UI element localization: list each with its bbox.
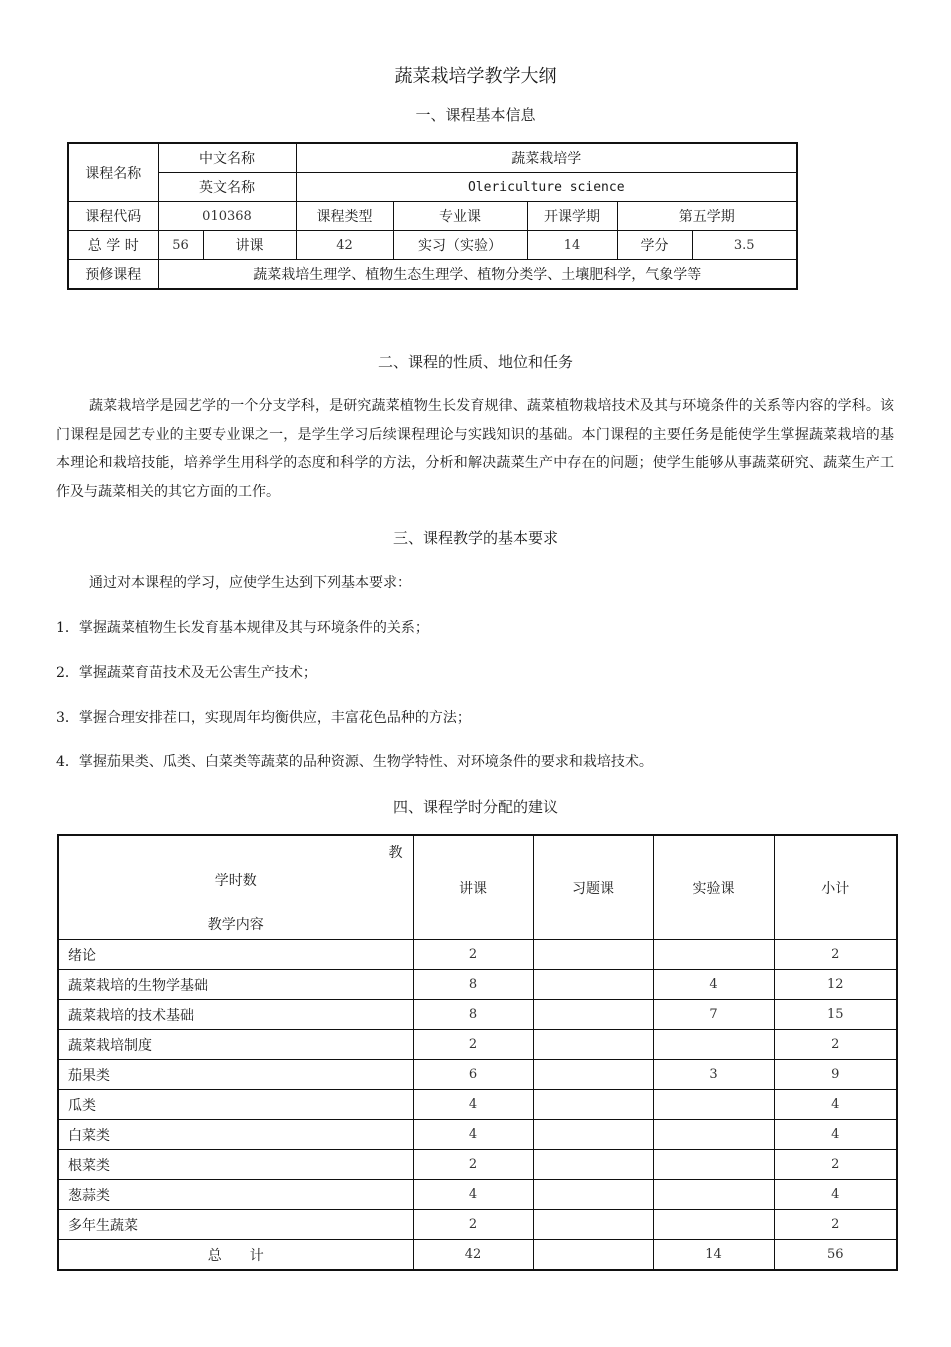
course-code-value: 010368	[158, 202, 296, 231]
header-exercise: 习题课	[533, 835, 653, 940]
cell-lecture: 2	[413, 1030, 533, 1060]
cell-lab	[653, 1090, 774, 1120]
cell-content: 蔬菜栽培的生物学基础	[58, 970, 413, 1000]
cell-lab: 3	[653, 1060, 774, 1090]
cell-lab: 7	[653, 1000, 774, 1030]
cell-content: 瓜类	[58, 1090, 413, 1120]
table-row	[58, 1030, 897, 1060]
lecture-hours-value: 42	[296, 231, 393, 260]
cell-subtotal: 15	[774, 1000, 897, 1030]
cell-content: 绪论	[58, 940, 413, 970]
table-row	[58, 1150, 897, 1180]
course-code-label: 课程代码	[68, 202, 158, 231]
table-row	[68, 202, 797, 231]
cell-lecture: 4	[413, 1090, 533, 1120]
table-row	[68, 231, 797, 260]
cell-exercise	[533, 940, 653, 970]
cell-exercise	[533, 1060, 653, 1090]
cell-subtotal: 4	[774, 1180, 897, 1210]
table-row	[58, 1210, 897, 1240]
cn-name-label: 中文名称	[158, 143, 296, 173]
header-diagonal-cell	[58, 835, 413, 940]
cell-exercise	[533, 1180, 653, 1210]
cell-lecture: 2	[413, 1210, 533, 1240]
cell-exercise	[533, 1000, 653, 1030]
cell-subtotal: 2	[774, 940, 897, 970]
total-exercise	[533, 1240, 653, 1271]
en-name-label: 英文名称	[158, 173, 296, 202]
prereq-value: 蔬菜栽培生理学、植物生态生理学、植物分类学、土壤肥科学，气象学等	[158, 260, 797, 290]
total-lecture: 42	[413, 1240, 533, 1271]
requirement-item: 1．掌握蔬菜植物生长发育基本规律及其与环境条件的关系；	[56, 620, 429, 636]
total-lab: 14	[653, 1240, 774, 1271]
practice-hours-value: 14	[527, 231, 617, 260]
cell-content: 葱蒜类	[58, 1180, 413, 1210]
cell-lecture: 8	[413, 1000, 533, 1030]
total-subtotal: 56	[774, 1240, 897, 1271]
header-diag-bottom: 教学内容	[207, 917, 264, 933]
header-lecture: 讲课	[413, 835, 533, 940]
cell-subtotal: 2	[774, 1210, 897, 1240]
requirement-item: 3．掌握合理安排茬口，实现周年均衡供应，丰富花色品种的方法；	[56, 710, 471, 726]
cell-exercise	[533, 1030, 653, 1060]
section-heading-requirements: 三、课程教学的基本要求	[392, 529, 558, 547]
cell-lab	[653, 1210, 774, 1240]
cell-content: 多年生蔬菜	[58, 1210, 413, 1240]
cell-subtotal: 4	[774, 1120, 897, 1150]
course-type-label: 课程类型	[296, 202, 393, 231]
cell-lab	[653, 1120, 774, 1150]
cell-exercise	[533, 1150, 653, 1180]
cell-subtotal: 9	[774, 1060, 897, 1090]
requirement-item: 4．掌握茄果类、瓜类、白菜类等蔬菜的品种资源、生物学特性、对环境条件的要求和栽培技术。	[56, 754, 653, 770]
section-heading-nature: 二、课程的性质、地位和任务	[377, 353, 573, 371]
table-row	[68, 173, 797, 202]
semester-value: 第五学期	[617, 202, 797, 231]
table-row	[58, 940, 897, 970]
total-label: 总 计	[58, 1240, 413, 1271]
cell-subtotal: 12	[774, 970, 897, 1000]
cell-lab: 4	[653, 970, 774, 1000]
semester-label: 开课学期	[527, 202, 617, 231]
requirement-item: 2．掌握蔬菜育苗技术及无公害生产技术；	[56, 665, 317, 681]
cn-name-value: 蔬菜栽培学	[296, 143, 797, 173]
cell-lecture: 8	[413, 970, 533, 1000]
section-heading-hours: 四、课程学时分配的建议	[392, 798, 558, 816]
cell-subtotal: 2	[774, 1030, 897, 1060]
cell-content: 白菜类	[58, 1120, 413, 1150]
requirements-intro: 通过对本课程的学习，应使学生达到下列基本要求：	[89, 575, 411, 591]
course-info-table	[67, 142, 798, 290]
cell-lab	[653, 1150, 774, 1180]
cell-subtotal: 4	[774, 1090, 897, 1120]
cell-lab	[653, 1030, 774, 1060]
cell-content: 蔬菜栽培的技术基础	[58, 1000, 413, 1030]
table-row	[58, 1120, 897, 1150]
lecture-label: 讲课	[203, 231, 296, 260]
practice-label: 实习（实验）	[393, 231, 527, 260]
header-diag-mid: 学时数	[214, 873, 257, 889]
credit-value: 3.5	[692, 231, 797, 260]
header-lab: 实验课	[653, 835, 774, 940]
cell-subtotal: 2	[774, 1150, 897, 1180]
course-name-label: 课程名称	[68, 143, 158, 202]
cell-lecture: 4	[413, 1120, 533, 1150]
cell-exercise	[533, 1210, 653, 1240]
cell-content: 根菜类	[58, 1150, 413, 1180]
table-row	[68, 260, 797, 290]
table-row	[58, 1090, 897, 1120]
document-title: 蔬菜栽培学教学大纲	[394, 66, 557, 87]
cell-lab	[653, 940, 774, 970]
cell-exercise	[533, 1090, 653, 1120]
header-subtotal: 小计	[774, 835, 897, 940]
cell-lab	[653, 1180, 774, 1210]
table-row	[68, 143, 797, 173]
cell-exercise	[533, 1120, 653, 1150]
cell-lecture: 2	[413, 1150, 533, 1180]
total-hours-label: 总 学 时	[68, 231, 158, 260]
cell-content: 茄果类	[58, 1060, 413, 1090]
total-hours-value: 56	[158, 231, 203, 260]
table-row	[58, 1060, 897, 1090]
cell-lecture: 6	[413, 1060, 533, 1090]
cell-content: 蔬菜栽培制度	[58, 1030, 413, 1060]
cell-lecture: 4	[413, 1180, 533, 1210]
table-row	[58, 1180, 897, 1210]
prereq-label: 预修课程	[68, 260, 158, 290]
en-name-value: Olericulture science	[296, 173, 797, 202]
course-type-value: 专业课	[393, 202, 527, 231]
total-row	[58, 1240, 897, 1271]
table-header-row	[58, 835, 897, 940]
cell-exercise	[533, 970, 653, 1000]
table-row	[58, 970, 897, 1000]
header-diag-top: 教	[388, 845, 403, 861]
cell-lecture: 2	[413, 940, 533, 970]
nature-paragraph: 蔬菜栽培学是园艺学的一个分支学科，是研究蔬菜植物生长发育规律、蔬菜植物栽培技术及其与环境条件的关系等内容的学科。该门课程是园艺专业的主要专业课之一，是学生学习后续课程理论与实践知识的基础。本门课程的主要任务是能使学生掌握蔬菜栽培的基本理论和栽培技能，培养学生用科学的态度和科学的方法，分析和解决蔬菜生产中存在的问题；使学生能够从事蔬菜研究、蔬菜生产工作及与蔬菜相关的其它方面的工作。	[56, 398, 894, 500]
section-heading-basic-info: 一、课程基本信息	[415, 106, 536, 124]
table-row	[58, 1000, 897, 1030]
hours-allocation-table	[57, 834, 898, 1271]
credit-label: 学分	[617, 231, 692, 260]
